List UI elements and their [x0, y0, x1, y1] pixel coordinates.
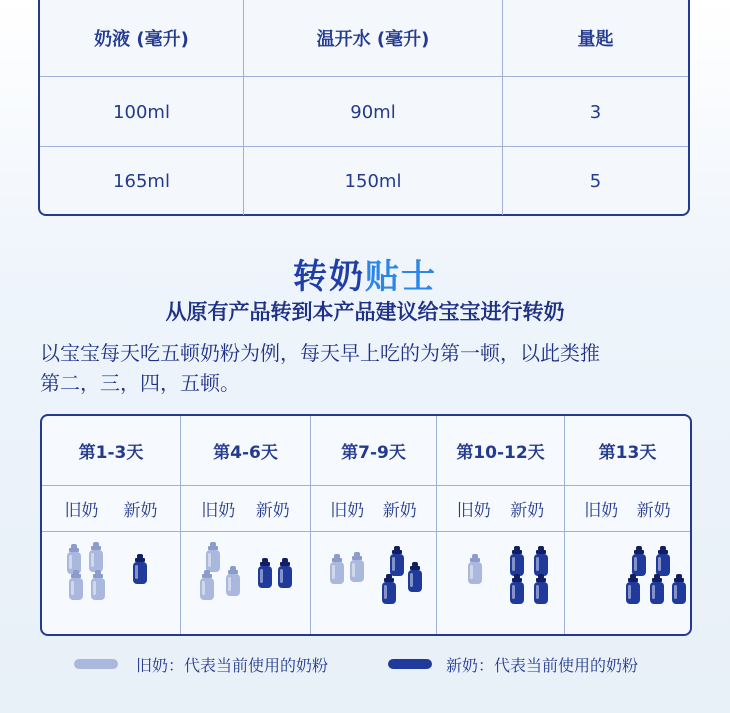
- old-bottle-icon: [225, 566, 241, 596]
- header-milk: 奶液 (毫升): [40, 0, 244, 76]
- tips-subtitle: 从原有产品转到本产品建议给宝宝进行转奶: [165, 300, 565, 324]
- bottle-group: [181, 532, 310, 634]
- new-bottle-icon: [257, 558, 273, 588]
- schedule-column: [42, 416, 181, 634]
- old-milk-label: 旧奶: [201, 501, 236, 521]
- old-bottle-icon: [199, 570, 215, 600]
- old-bottle-icon: [329, 554, 345, 584]
- schedule-labels: [42, 486, 180, 532]
- tips-title-part1: 转奶: [293, 257, 365, 297]
- old-bottle-icon: [68, 570, 84, 600]
- old-milk-label: 旧奶: [584, 501, 619, 521]
- mixing-table: [38, 0, 690, 216]
- tips-title: [0, 249, 730, 298]
- old-milk-label: 旧奶: [64, 501, 99, 521]
- new-milk-label: 新奶: [123, 501, 158, 521]
- header-water: 温开水 (毫升): [244, 0, 503, 76]
- table-row: [40, 146, 688, 215]
- new-bottle-icon: [381, 574, 397, 604]
- new-bottle-icon: [533, 546, 549, 576]
- schedule-labels: [311, 486, 436, 532]
- legend-new-swatch: [388, 659, 432, 669]
- cell-milk: 100ml: [40, 77, 244, 147]
- schedule-day-header: 第10-12天: [437, 416, 564, 486]
- schedule-column: [437, 416, 565, 634]
- schedule-column: [311, 416, 437, 634]
- new-milk-label: 新奶: [636, 501, 671, 521]
- schedule-day-header: 第1-3天: [42, 416, 180, 486]
- cell-water: 150ml: [244, 147, 503, 215]
- new-bottle-icon: [277, 558, 293, 588]
- new-bottle-icon: [655, 546, 671, 576]
- new-bottle-icon: [407, 562, 423, 592]
- tips-title-part2: 贴士: [365, 257, 437, 297]
- old-milk-label: 旧奶: [456, 501, 491, 521]
- cell-scoops: 3: [589, 101, 602, 123]
- schedule-labels: [181, 486, 310, 532]
- legend-old-text: 旧奶：代表当前使用的奶粉: [136, 656, 329, 675]
- cell-scoops: 5: [589, 170, 602, 192]
- new-bottle-icon: [625, 574, 641, 604]
- schedule-day-header: 第7-9天: [311, 416, 436, 486]
- schedule-day-header: 第4-6天: [181, 416, 310, 486]
- bottle-group: [42, 532, 180, 634]
- bottle-group: [565, 532, 690, 634]
- old-bottle-icon: [349, 552, 365, 582]
- old-bottle-icon: [88, 542, 104, 572]
- old-bottle-icon: [467, 554, 483, 584]
- new-bottle-icon: [649, 574, 665, 604]
- new-milk-label: 新奶: [510, 501, 545, 521]
- legend-old-swatch: [74, 659, 118, 669]
- old-bottle-icon: [205, 542, 221, 572]
- bottle-group: [437, 532, 564, 634]
- schedule-labels: [565, 486, 690, 532]
- new-bottle-icon: [533, 574, 549, 604]
- bottle-group: [311, 532, 436, 634]
- schedule-column: [565, 416, 690, 634]
- new-milk-label: 新奶: [255, 501, 290, 521]
- new-bottle-icon: [631, 546, 647, 576]
- tips-desc-line1: 以宝宝每天吃五顿奶粉为例，每天早上吃的为第一顿，以此类推: [40, 341, 600, 365]
- schedule-labels: [437, 486, 564, 532]
- table-header-row: [40, 0, 688, 76]
- cell-milk: 165ml: [40, 147, 244, 215]
- new-milk-label: 新奶: [382, 501, 417, 521]
- old-milk-label: 旧奶: [330, 501, 365, 521]
- new-bottle-icon: [509, 574, 525, 604]
- old-bottle-icon: [90, 570, 106, 600]
- table-row: [40, 76, 688, 147]
- transition-schedule: [40, 414, 692, 636]
- schedule-column: [181, 416, 311, 634]
- header-scoops: 量匙: [577, 29, 614, 50]
- schedule-day-header: 第13天: [565, 416, 690, 486]
- cell-water: 90ml: [244, 77, 503, 147]
- new-bottle-icon: [509, 546, 525, 576]
- new-bottle-icon: [671, 574, 687, 604]
- legend-new-text: 新奶：代表当前使用的奶粉: [446, 656, 639, 675]
- new-bottle-icon: [389, 546, 405, 576]
- new-bottle-icon: [132, 554, 148, 584]
- tips-desc-line2: 第二，三，四，五顿。: [40, 371, 240, 395]
- tips-description: [40, 338, 690, 398]
